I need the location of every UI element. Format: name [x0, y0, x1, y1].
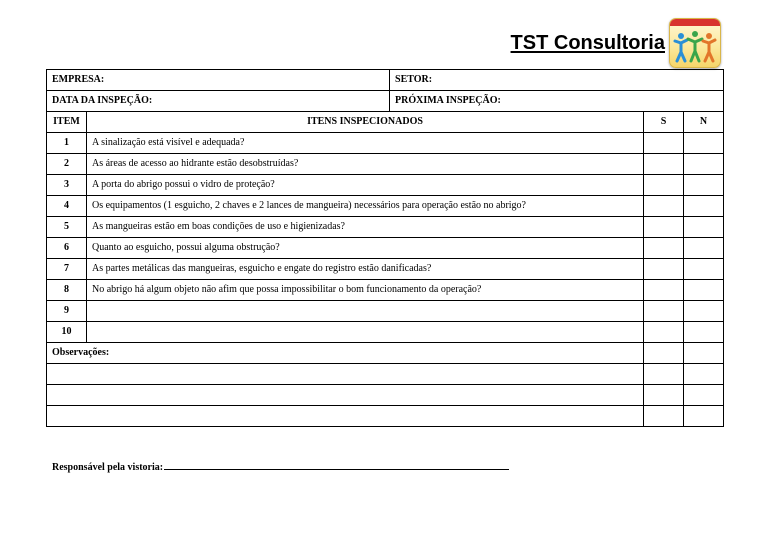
answer-n-cell[interactable]: [684, 280, 724, 301]
table-row: [47, 154, 724, 175]
observacoes-n-cell[interactable]: [684, 385, 724, 406]
column-header-itens: ITENS INSPECIONADOS: [87, 112, 644, 133]
observacoes-s-cell[interactable]: [644, 343, 684, 364]
answer-s-cell[interactable]: [644, 133, 684, 154]
observacoes-n-cell[interactable]: [684, 406, 724, 427]
answer-s-cell[interactable]: [644, 217, 684, 238]
answer-n-cell[interactable]: [684, 175, 724, 196]
table-header-row: [47, 112, 724, 133]
answer-s-cell[interactable]: [644, 238, 684, 259]
observacoes-input[interactable]: [47, 364, 644, 385]
item-question: No abrigo há algum objeto não afim que possa impossibilitar o bom funcionamento da operação?: [87, 280, 644, 301]
item-number: 3: [47, 175, 87, 196]
observacoes-s-cell[interactable]: [644, 406, 684, 427]
table-row: [47, 196, 724, 217]
answer-n-cell[interactable]: [684, 322, 724, 343]
setor-label: SETOR:: [395, 74, 433, 85]
item-number: 2: [47, 154, 87, 175]
answer-s-cell[interactable]: [644, 175, 684, 196]
table-row: [47, 217, 724, 238]
observacoes-s-cell[interactable]: [644, 364, 684, 385]
table-row: [47, 322, 724, 343]
item-question: Os equipamentos (1 esguicho, 2 chaves e 2 lances de mangueira) necessários para operação estão no abrigo?: [87, 196, 644, 217]
item-number: 9: [47, 301, 87, 322]
answer-n-cell[interactable]: [684, 238, 724, 259]
item-question-blank[interactable]: [87, 301, 644, 322]
responsavel-label: Responsável pela vistoria:: [52, 462, 164, 473]
brand-title: TST Consultoria: [510, 32, 665, 54]
observacoes-s-cell[interactable]: [644, 385, 684, 406]
table-row: [47, 175, 724, 196]
empresa-label: EMPRESA:: [52, 74, 105, 85]
proxima-inspecao-field[interactable]: [390, 91, 724, 112]
data-inspecao-field[interactable]: [47, 91, 390, 112]
empresa-row: [47, 70, 724, 91]
item-number: 6: [47, 238, 87, 259]
responsavel-signature: [52, 460, 509, 473]
signature-line[interactable]: [164, 460, 509, 470]
empresa-field[interactable]: [47, 70, 390, 91]
item-question: As áreas de acesso ao hidrante estão desobstruídas?: [87, 154, 644, 175]
column-header-s: S: [644, 112, 684, 133]
proxima-inspecao-label: PRÓXIMA INSPEÇÃO:: [395, 95, 501, 106]
item-number: 8: [47, 280, 87, 301]
table-row: [47, 280, 724, 301]
item-question: Quanto ao esguicho, possui alguma obstrução?: [87, 238, 644, 259]
data-inspecao-label: DATA DA INSPEÇÃO:: [52, 95, 153, 106]
observacoes-line: [47, 364, 724, 385]
observacoes-row: [47, 343, 724, 364]
table-row: [47, 133, 724, 154]
observacoes-label: Observações:: [47, 343, 644, 364]
observacoes-line: [47, 406, 724, 427]
item-question-blank[interactable]: [87, 322, 644, 343]
item-question: A porta do abrigo possui o vidro de proteção?: [87, 175, 644, 196]
item-number: 4: [47, 196, 87, 217]
answer-n-cell[interactable]: [684, 196, 724, 217]
table-row: [47, 301, 724, 322]
answer-s-cell[interactable]: [644, 196, 684, 217]
answer-n-cell[interactable]: [684, 301, 724, 322]
data-inspecao-row: [47, 91, 724, 112]
answer-s-cell[interactable]: [644, 301, 684, 322]
table-row: [47, 259, 724, 280]
observacoes-n-cell[interactable]: [684, 343, 724, 364]
answer-s-cell[interactable]: [644, 322, 684, 343]
item-number: 7: [47, 259, 87, 280]
observacoes-input[interactable]: [47, 385, 644, 406]
observacoes-input[interactable]: [47, 406, 644, 427]
observacoes-line: [47, 385, 724, 406]
column-header-n: N: [684, 112, 724, 133]
item-question: As partes metálicas das mangueiras, esguicho e engate do registro estão danificadas?: [87, 259, 644, 280]
observacoes-n-cell[interactable]: [684, 364, 724, 385]
answer-s-cell[interactable]: [644, 259, 684, 280]
table-row: [47, 238, 724, 259]
setor-field[interactable]: [390, 70, 724, 91]
answer-s-cell[interactable]: [644, 280, 684, 301]
item-question: A sinalização está visível e adequada?: [87, 133, 644, 154]
column-header-item: ITEM: [47, 112, 87, 133]
answer-s-cell[interactable]: [644, 154, 684, 175]
item-number: 1: [47, 133, 87, 154]
answer-n-cell[interactable]: [684, 154, 724, 175]
answer-n-cell[interactable]: [684, 259, 724, 280]
item-number: 10: [47, 322, 87, 343]
answer-n-cell[interactable]: [684, 217, 724, 238]
answer-n-cell[interactable]: [684, 133, 724, 154]
item-number: 5: [47, 217, 87, 238]
inspection-form-table: [46, 69, 724, 427]
item-question: As mangueiras estão em boas condições de uso e higienizadas?: [87, 217, 644, 238]
company-logo-icon: [669, 18, 721, 68]
